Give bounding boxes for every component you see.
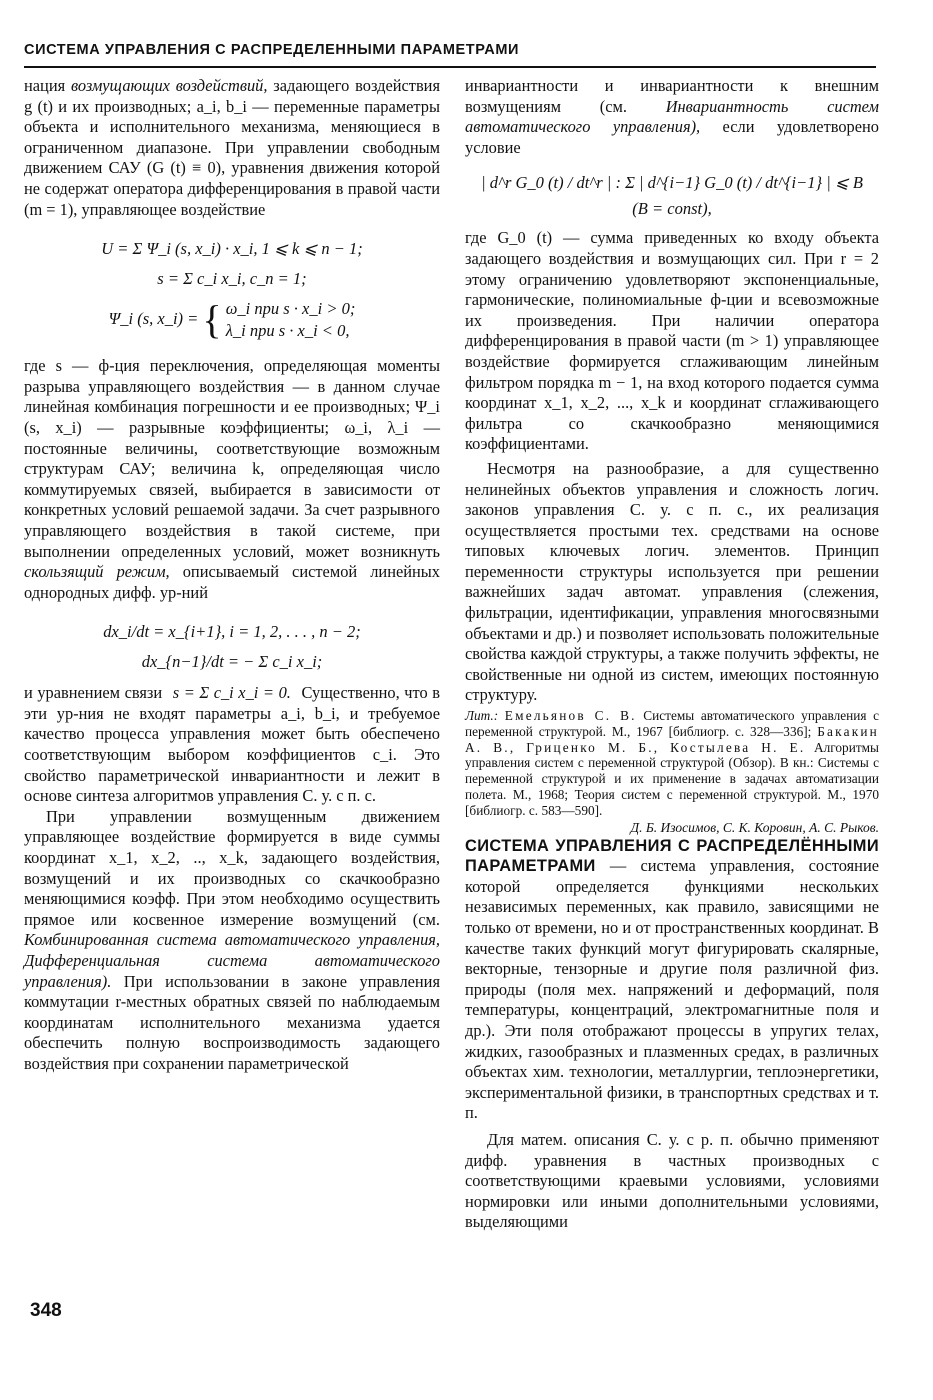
paragraph: инвариантности и инвариантности к внешним возмущениям (см. Инвариантность систем автоматического управления), если удовлетворено условие — [465, 76, 880, 157]
entry-title: СИСТЕМА УПРАВЛЕНИЯ С РАСПРЕДЕЛЁННЫМИ ПАРАМЕТРАМИ — [465, 836, 879, 876]
paragraph: При управлении возмущенным движением управляющее воздействие формируется в виде суммы координат x_1, x_2, .., x_k, задающего воздействия, возмущений и их производных со скачкообразно меняющимися коэфф. При этом необходимо осуществить прямое или косвенное измерение возмущений (см. Комбинированная система автоматического управления, Дифференциальная система автоматического управления). При использовании в законе управления коммутации r-местных обратных связей по наблюдаемым координатам исполнительного механизма удается обеспечить полную воспроизводимость задающего воздействия при сохранении параметрической — [24, 806, 440, 1073]
page-number: 348 — [30, 1300, 62, 1321]
equation-sliding-1: dx_i/dt = x_{i+1}, i = 1, 2, . . . , n − 2; — [103, 622, 361, 642]
equation-switching-function: s = Σ c_i x_i, c_n = 1; — [157, 269, 307, 289]
equation-discontinuous-coefficients: Ψ_i (s, x_i) = { ω_i при s · x_i > 0; λ_i при s · x_i < 0, — [108, 297, 356, 343]
header-rule — [24, 66, 876, 68]
equation-sliding-2: dx_{n−1}/dt = − Σ c_i x_i; — [141, 652, 323, 672]
paragraph: нация возмущающих воздействий, задающего воздействия g (t) и их производных; a_i, b_i — переменные параметры объекта и исполнительного механизма, меняющиеся в ограниченном диапазоне. При управлении свободным движением САУ (G (t) ≡ 0), уравнения движения которой не содержат оператора дифференцирования в правой части (m = 1), управляющее воздействие — [24, 76, 440, 219]
bibliography: Лит.: Емельянов С. В. Системы автоматического управления с переменной структурой. М., 1967 [библиогр. с. 328—336]; Бакакин А. В., Гриценко М. Б., Костылева Н. Е. Алгоритмы управления систем с переменной структурой (Обзор). В кн.: Системы с переменной структурой и их применение в задачах автоматизации полета. М., 1968; Теория систем с переменной структурой. М., 1970 [библиогр. с. 583—590]. — [465, 708, 879, 818]
equation-invariance-condition: | d^r G_0 (t) / dt^r | : Σ | d^{i−1} G_0 (t) / dt^{i−1} | ⩽ B — [481, 173, 863, 193]
right-column — [465, 76, 879, 1233]
paragraph: и уравнением связи s = Σ c_i x_i = 0. Существенно, что в эти ур-ния не входят параметры a_i, b_i, и требуемое качество процесса управления может быть обеспечено соответствующим выбором коэффициентов c_i. Это свойство параметрической инвариантности и лежит в основе синтеза алгоритмов управления С. у. с п. с. — [24, 683, 440, 806]
paragraph: Несмотря на разнообразие, а для существенно нелинейных объектов управления и сложность логич. законов управления С. у. с п. с., их реализация осуществляется простыми тех. средствами на основе типовых ключевых логич. элементов. Принцип переменности структуры используется при решении важнейших задач автомат. управления (слежения, фильтрации, идентификации, управления многосвязными объектами и др.) и позволяет использовать положительные свойства каждой структуры, а также получить эффекты, не свойственные ни одной из систем, имеющих постоянную структуру. — [465, 458, 879, 705]
equation-control-law: U = Σ Ψ_i (s, x_i) · x_i, 1 ⩽ k ⩽ n − 1; — [101, 239, 363, 259]
left-column — [24, 76, 440, 1075]
encyclopedia-entry: СИСТЕМА УПРАВЛЕНИЯ С РАСПРЕДЕЛЁННЫМИ ПАРАМЕТРАМИ — система управления, состояние которой определяется функциями нескольких независимых переменных, как правило, зависящими не только от времени, но и от пространственных координат. В качестве таких функций могут фигурировать скалярные, векторные, тензорные и другие поля различной физ. природы (поля мех. напряжений и деформаций, поля температуры, концентраций, электромагнитные поля и др.). Эти поля отображают процессы в упругих телах, жидких, газообразных и плазменных средах, в различных объектах хим. технологии, металлургии, теплоэнергетики, экспериментальной физики, в транспортных средствах и т. п. — [465, 836, 879, 1123]
equation-constant: (B = const), — [632, 199, 712, 219]
authors: Д. Б. Изосимов, С. К. Коровин, А. С. Рыков. — [630, 819, 879, 835]
paragraph: где s — ф-ция переключения, определяющая моменты разрыва управляющего воздействия — в данном случае линейная комбинация погрешности и ее производных; Ψ_i (s, x_i) — разрывные коэффициенты; ω_i, λ_i — постоянные величины, соответствующие возможным структурам САУ; величина k, определяющая число коммутируемых связей, выбирается в зависимости от конкретных условий решаемой задачи. За счет разрывного управляющего воздействия в такой системе, при выполнении определенных условий, может возникнуть скользящий режим, описываемый системой линейных однородных дифф. ур-ний — [24, 356, 440, 602]
running-header: СИСТЕМА УПРАВЛЕНИЯ С РАСПРЕДЕЛЕННЫМИ ПАРАМЕТРАМИ — [24, 42, 520, 58]
paragraph: Для матем. описания С. у. с р. п. обычно применяют дифф. уравнения в частных производных с соответствующими краевыми условиями, условиями нормировки или иными дополнительными условиями, выделяющими — [465, 1129, 879, 1232]
paragraph: где G_0 (t) — сумма приведенных ко входу объекта задающего воздействия и возмущающих сил. При r = 2 этому ограничению удовлетворяют экспоненциальные, гармонические, полиномиальные ф-ции и всевозможные их произведения. При наличии оператора дифференцирования в правой части (m > 1) управляющее воздействие формируется сглаживающим линейным фильтром порядка m − 1, на вход которого подается сумма координат x_1, x_2, ..., x_k и координат сглаживающего фильтра со скачкообразно меняющимися коэффициентами. — [465, 228, 879, 454]
